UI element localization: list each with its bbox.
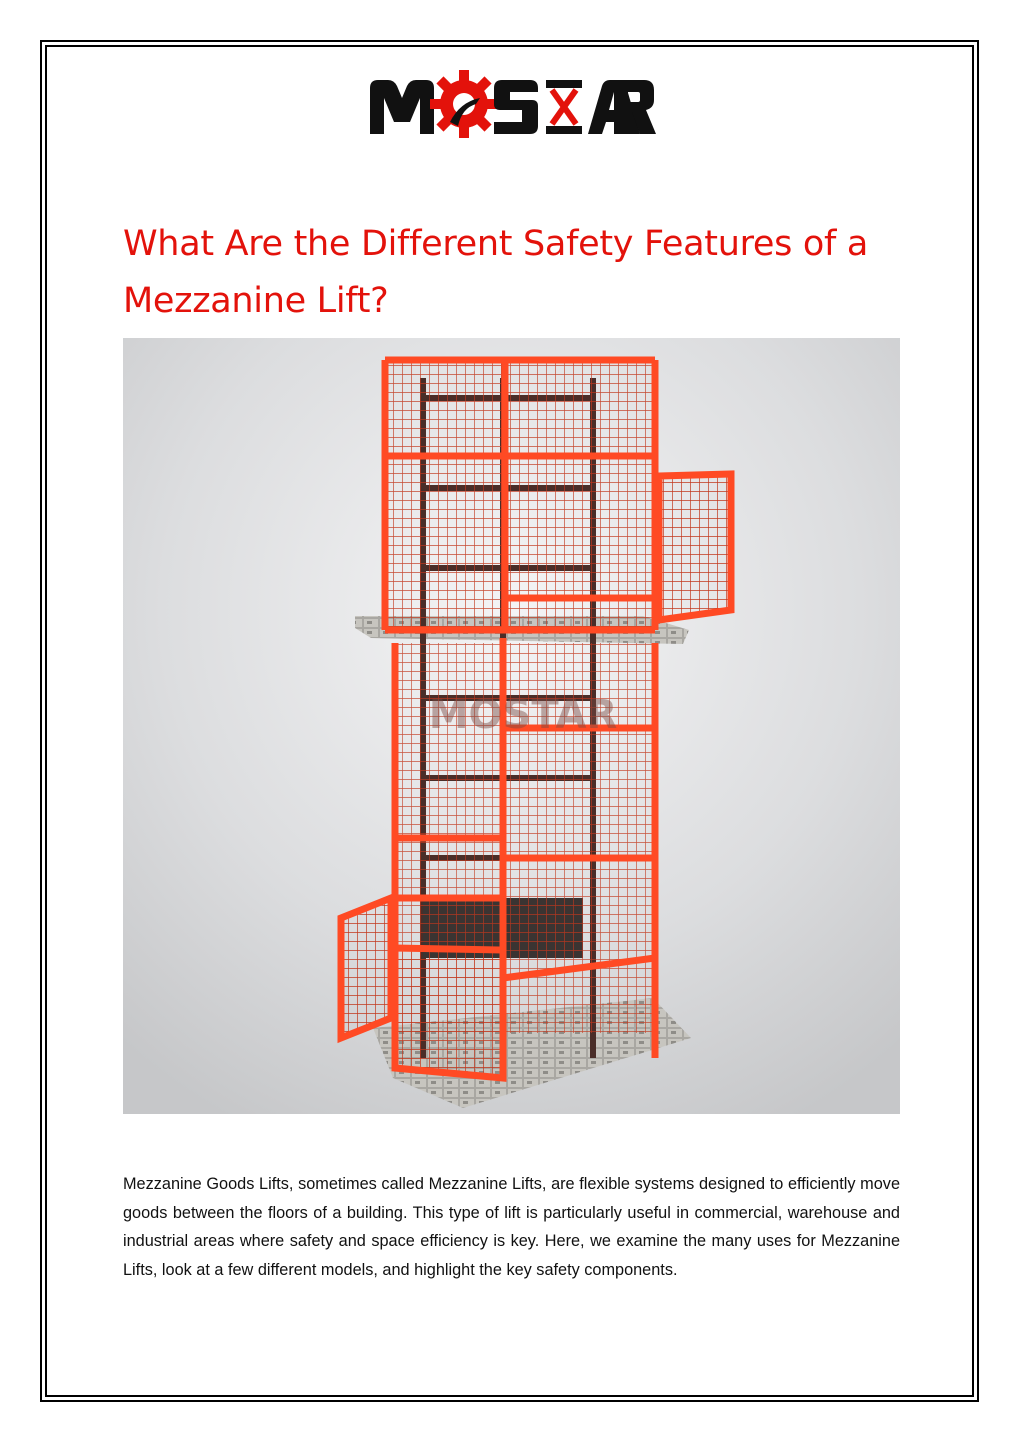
logo-letter-r xyxy=(612,64,658,140)
mezzanine-lift-image xyxy=(123,338,900,1114)
image-watermark: MOSTAR xyxy=(428,692,618,738)
article-title: What Are the Different Safety Features of a Mezzanine Lift? xyxy=(123,224,869,321)
article-paragraph: Mezzanine Goods Lifts, sometimes called Mezzanine Lifts, are flexible systems designed to efficiently move goods between the floors of a building. This type of lift is particularly useful in commercial, warehouse and industrial areas where safety and space efficiency is key. Here, we examine the many uses for Mezzanine Lifts, look at a few different models, and highlight the key safety components. xyxy=(123,1175,900,1279)
